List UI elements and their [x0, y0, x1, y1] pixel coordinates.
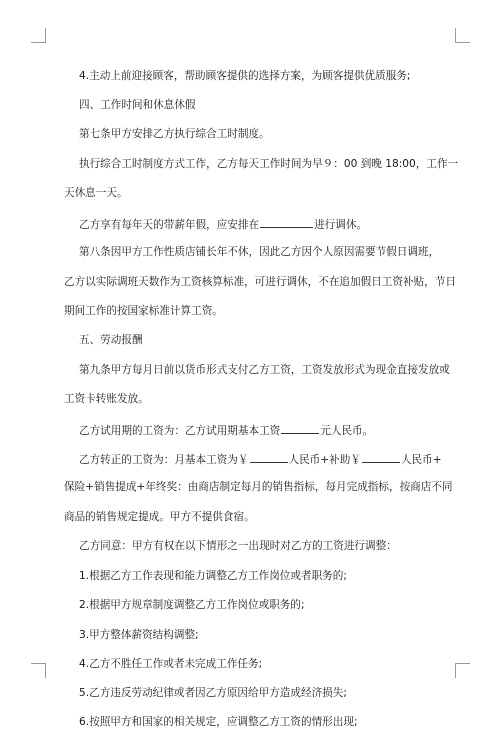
article-9-line-2: 工资卡转账发放。 [64, 393, 149, 405]
leave-period-blank[interactable] [260, 216, 313, 228]
probation-salary-text-a: 乙方试用期的工资为：乙方试用期基本工资 [79, 425, 281, 437]
adjustment-item-3: 3.甲方整体薪资结构调整; [79, 629, 199, 641]
work-hours-line-2: 天休息一天。 [64, 187, 128, 199]
page-corner-mark-bottom-right [455, 663, 470, 678]
regular-salary-text-b: 人民币+补助￥ [288, 454, 361, 466]
salary-adjustment-intro: 乙方同意：甲方有权在以下情形之一出现时对乙方的工资进行调整： [79, 540, 397, 552]
section-heading-remuneration: 五、劳动报酬 [79, 334, 143, 346]
annual-leave-text-b: 进行调休。 [314, 219, 368, 231]
section-heading-work-hours: 四、工作时间和休息休假 [79, 99, 196, 111]
page-corner-mark-bottom-left [31, 663, 46, 678]
article-8-line-3: 期间工作的按国家标准计算工资。 [64, 305, 223, 317]
probation-salary-line [79, 422, 373, 436]
regular-salary-text-c: 人民币+ [400, 454, 442, 466]
page-corner-mark-top-left [31, 28, 46, 43]
annual-leave-line [79, 216, 367, 230]
salary-components-line-1: 保险+销售提成+年终奖：由商店制定每月的销售指标，每月完成指标，按商店不同 [64, 481, 453, 493]
adjustment-item-2: 2.根据甲方规章制度调整乙方工作岗位或职务的; [79, 599, 305, 611]
work-hours-line-1: 执行综合工时制度方式工作，乙方每天工作时间为早９：00 到晚 18:00，工作一 [79, 158, 459, 170]
annual-leave-text-a: 乙方享有每年天的带薪年假，应安排在 [79, 219, 260, 231]
adjustment-item-5: 5.乙方违反劳动纪律或者因乙方原因给甲方造成经济损失; [79, 687, 347, 699]
probation-salary-blank[interactable] [281, 422, 319, 434]
page-corner-mark-top-right [455, 28, 470, 43]
salary-components-line-2: 商品的销售规定提成。甲方不提供食宿。 [64, 511, 255, 523]
regular-salary-text-a: 乙方转正的工资为：月基本工资为￥ [79, 454, 249, 466]
article-8-line-2: 乙方以实际调班天数作为工资核算标准，可进行调休，不在追加假日工资补贴，节日 [64, 276, 456, 288]
base-salary-blank[interactable] [250, 451, 288, 463]
adjustment-item-6: 6.按照甲方和国家的相关规定，应调整乙方工资的情形出现; [79, 716, 358, 728]
article-8-line-1: 第八条因甲方工作性质店铺长年不休，因此乙方因个人原因需要节假日调班， [79, 246, 440, 258]
article-9-line-1: 第九条甲方每月日前以货币形式支付乙方工资，工资发放形式为现金直接发放或 [79, 364, 450, 376]
regular-salary-line [79, 451, 442, 465]
allowance-blank[interactable] [362, 451, 400, 463]
list-item-4-serve-customers: 4.主动上前迎接顾客，帮助顾客提供的选择方案，为顾客提供优质服务; [79, 70, 411, 82]
adjustment-item-4: 4.乙方不胜任工作或者未完成工作任务; [79, 658, 263, 670]
probation-salary-text-b: 元人民币。 [320, 425, 374, 437]
adjustment-item-1: 1.根据乙方工作表现和能力调整乙方工作岗位或者职务的; [79, 570, 347, 582]
article-7: 第七条甲方安排乙方执行综合工时制度。 [79, 128, 270, 140]
